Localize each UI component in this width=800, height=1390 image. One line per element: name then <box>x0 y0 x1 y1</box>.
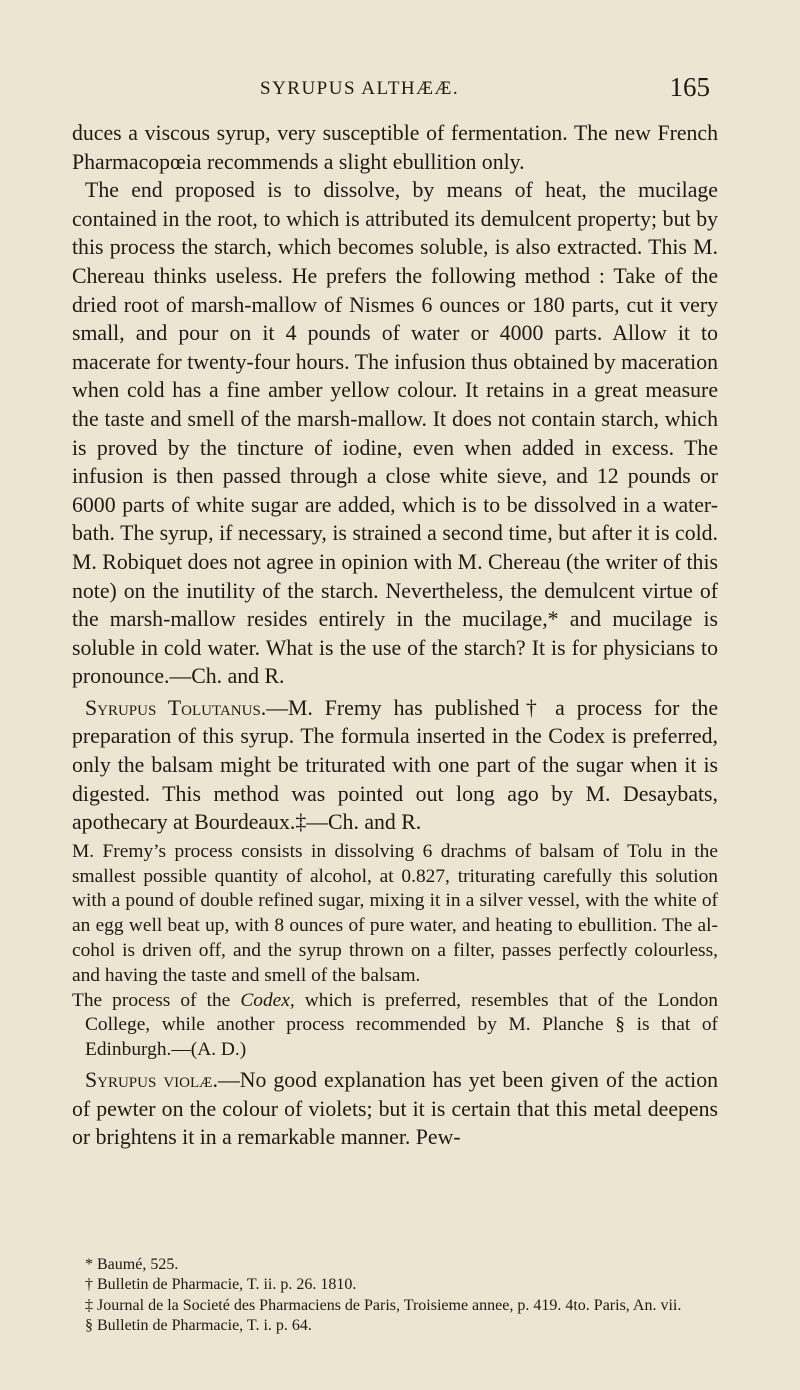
tolutanus-text: —M. Fremy has published† a process for the preparation of this syrup. The formula inserted in the Codex is preferred, only the balsam might be triturated with one part of the sugar when it is digested. This method was pointed out long ago by M. Desaybats, apothecary at Bourdeaux.‡—Ch. and R. <box>72 695 718 835</box>
paragraph-chereau-method: The end proposed is to dissolve, by means of heat, the mucilage contained in the root, to which is attributed its demulcent property; but by this process the starch, which becomes soluble, is also extracted. This M. Chereau thinks useless. He prefers the following method : Take of the dried root of marsh-mallow of Nismes 6 ounces or 180 parts, cut it very small, and pour on it 4 pounds of water or 4000 parts. Allow it to macerate for twenty-four hours. The infusion thus obtained by maceration when cold has a fine amber yellow colour. It retains in a great measure the taste and smell of the marsh-mallow. It does not contain starch, which is proved by the tincture of iodine, even when added in excess. The infusion is then passed through a close white sieve, and 12 pounds or 6000 parts of white sugar are added, which is to be dissolved in a water-bath. The syrup, if necessary, is strained a second time, but after it is cold. M. Robiquet does not agree in opinion with M. Chereau (the writer of this note) on the inutility of the starch. Nevertheless, the demulcent virtue of the marsh-mallow resides entirely in the mucilage,* and mucilage is soluble in cold water. What is the use of the starch? It is for physicians to pronounce.—Ch. and R. <box>72 178 718 689</box>
footnotes <box>72 1255 718 1337</box>
violae-text: —No good explanation has yet been given of the action of pewter on the colour of violets; but it is certain that this metal deepens or brightens it in a remarkable manner. Pew- <box>72 1068 718 1150</box>
paragraph-fremy-process: M. Fremy’s process consists in dissolving 6 drachms of balsam of Tolu in the smallest possible quantity of alcohol, at 0.827, triturating carefully this solution with a pound of double refined sugar, mixing it in a silver vessel, with the white of an egg well beat up, with 8 ounces of pure water, and heating to ebullition. The alcohol is driven off, and the syrup thrown on a filter, passes perfectly colourless, and having the taste and smell of the balsam. <box>72 840 718 986</box>
footnote: § Bulletin de Pharmacie, T. i. p. 64. <box>85 1317 312 1335</box>
paragraph-codex-process <box>72 989 718 1063</box>
footnote: * Baumé, 525. <box>85 1256 179 1273</box>
codex-text-before: The process of the <box>72 989 241 1011</box>
footnote: † Bulletin de Pharmacie, T. ii. p. 26. 1810. <box>85 1276 357 1294</box>
codex-italic: Codex, <box>240 989 295 1011</box>
body-text <box>72 119 718 1152</box>
page-header <box>260 74 710 108</box>
running-title: SYRUPUS ALTHÆÆ. <box>260 78 460 99</box>
codex-text-after: which is preferred, resembles that of the London College, while another process recommended by M. Planche § is that of Edinburgh.—(A. D.) <box>85 989 718 1061</box>
section-heading-tolutanus: Syrupus Tolutanus. <box>85 695 267 720</box>
section-heading-violae: Syrupus violæ. <box>85 1068 218 1093</box>
paragraph-syrupus-tolutanus <box>72 694 718 837</box>
page-number: 165 <box>669 72 710 102</box>
paragraph-syrupus-violae <box>72 1066 718 1152</box>
paragraph-continuation: duces a viscous syrup, very susceptible of fermentation. The new French Pharmacopœia recommends a slight ebullition only. <box>72 121 718 174</box>
footnote: ‡ Journal de la Societé des Pharmaciens de Paris, Troisieme annee, p. 419. 4to. Paris, An. vii. <box>85 1296 682 1314</box>
